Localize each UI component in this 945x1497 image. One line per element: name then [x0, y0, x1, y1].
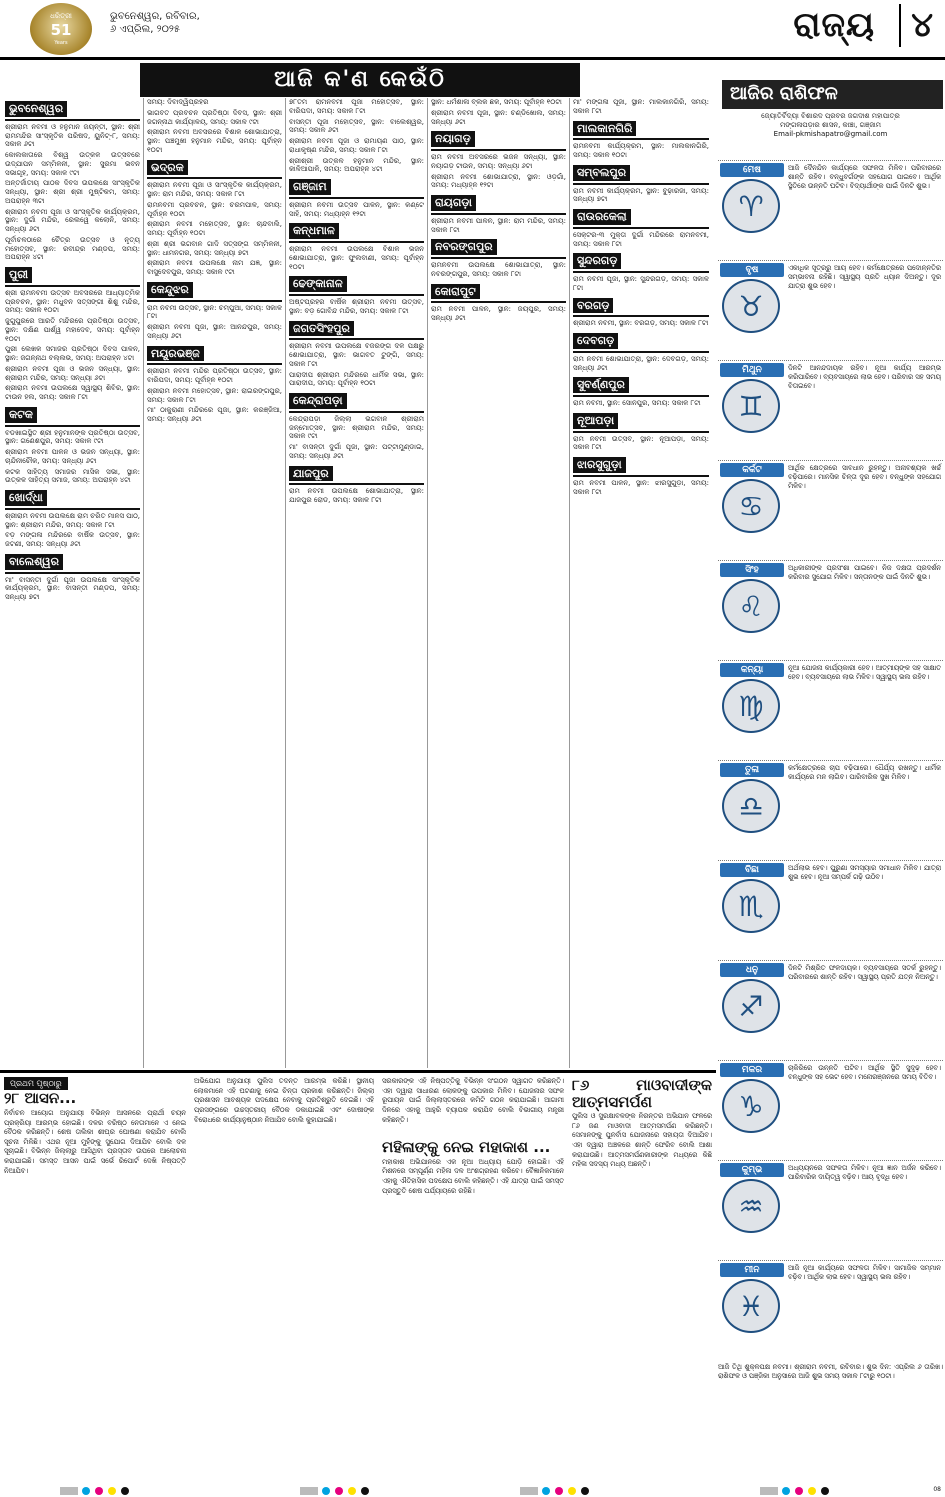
district-heading: ଦେବଗଡ଼: [573, 333, 618, 349]
registration-dot-black: [361, 1487, 369, 1495]
event-item: ମା' ଠାକୁରାଣୀ ମନ୍ଦିରରେ ପୂଜା, ସ୍ଥାନ: କରଞ୍ଜିଆ, ସମୟ: ସନ୍ଧ୍ୟା ୬ଟା: [147, 406, 282, 423]
sign-name-badge: କନ୍ୟା: [720, 663, 784, 677]
listing-column: [144, 98, 286, 1068]
listing-column: [570, 98, 712, 1068]
event-item: ଅନ୍ତର୍ଜାତୀୟ ପାଠକ ଦିବସ ଉପଲକ୍ଷେ ସାଂସ୍କୃତିକ ସନ୍ଧ୍ୟା, ସ୍ଥାନ: ଶ୍ରୀ ଶ୍ରୀ ମୁଷ୍ଟିକମ, ସମୟ: ଅପରାହ୍ନ ୩ଟା: [5, 179, 140, 205]
district-header-row: [289, 176, 424, 199]
registration-dot-black: [821, 1487, 829, 1495]
horoscope-column: [718, 80, 943, 1490]
sign-prediction: ଆଜି ନୂଆ କାର୍ଯ୍ୟରେ ସଫଳତା ମିଳିବ। ସାମାଜିକ ସମ୍ମାନ ବଢ଼ିବ। ଆର୍ଥିକ ଲାଭ ହେବ। ସ୍ୱାସ୍ଥ୍ୟ ଭଲ ରହିବ।: [788, 1264, 941, 1281]
district-heading: ପୁରୀ: [5, 267, 32, 283]
event-listings: [2, 98, 714, 1068]
zodiac-icon: ♉: [722, 279, 780, 333]
event-item: ସ୍ଥାନ: ଧର୍ମଶାଳା ବ୍ଲକ ଛକ, ସମୟ: ପୂର୍ବାହ୍ନ ୧୦ଟା: [431, 98, 562, 106]
event-item: ୭୮ତମ ରାମନବମୀ ପୂଜା ମହୋତ୍ସବ, ସ୍ଥାନ: ବାରିପଦା, ସମୟ: ସକାଳ ୮ଟା: [289, 98, 424, 115]
district-header-row: [289, 220, 424, 243]
sign-prediction: ଏକାଧିକ ସୂତ୍ରରୁ ଆୟ ହେବ। କର୍ମକ୍ଷେତ୍ରରେ ପଦୋନ୍ନତିର ସମ୍ଭାବନା ରହିଛି। ସ୍ୱାସ୍ଥ୍ୟ ପ୍ରତି ଧ୍ୟାନ ଦିଅନ୍ତୁ। ଦୂର ଯାତ୍ରା ଶୁଭ ହେବ।: [788, 264, 941, 290]
event-item: ଶ୍ରୀଶ୍ରୀ ଉତ୍କଳ ହନୁମାନ ମନ୍ଦିର, ସ୍ଥାନ: କାଳିଆପାଳି, ସମୟ: ଅପରାହ୍ନ ୪ଟା: [289, 156, 424, 174]
district-header-row: [573, 250, 709, 273]
horoscope-byline: [718, 112, 943, 139]
event-item: ପୂର୍ବାଚଳଠାରେ ଚୈତ୍ର ଉତ୍ସବ ଓ ନୃତ୍ୟ ମହୋତ୍ସବ, ସ୍ଥାନ: ରବୀନ୍ଦ୍ର ମଣ୍ଡପ, ସମୟ: ଅପରାହ୍ନ ୪ଟା: [5, 235, 140, 262]
news-story: [378, 1077, 568, 1477]
sign-name-badge: ଧନୁ: [720, 963, 784, 977]
district-header-row: [5, 98, 140, 121]
horoscope-sign: [718, 860, 943, 960]
event-item: ଶ୍ରୀରାମ ନବମୀ ପୂଜା, ସ୍ଥାନ: ଚଣ୍ଡିଖୋଲ, ସମୟ: ସନ୍ଧ୍ୟା ୬ଟା: [431, 108, 566, 126]
sign-prediction: ଅଧିକାରୀଙ୍କ ପ୍ରସଂଶା ପାଇବେ। ନିଜ ଦକ୍ଷତା ପ୍ରଦର୍ଶନ କରିବାର ସୁଯୋଗ ମିଳିବ। ସନ୍ତାନଙ୍କ ପାଇଁ ଦିନଟି ଶୁଭ।: [788, 564, 941, 581]
sign-prediction: ଦିନଟି ଆନନ୍ଦଦାୟକ ରହିବ। ନୂଆ କାର୍ଯ୍ୟ ଆରମ୍ଭ କରିପାରିବେ। ବ୍ୟବସାୟରେ ଲାଭ ହେବ। ପରିବାର ସହ ସମୟ ବିତାଇବେ।: [788, 364, 941, 390]
listing-column: [2, 98, 144, 1068]
logo-number: 51: [50, 20, 72, 39]
print-registration-bar: [0, 1484, 945, 1497]
horoscope-sign: [718, 560, 943, 660]
registration-dot-cyan: [82, 1487, 90, 1495]
bottom-stories: [0, 1070, 716, 1480]
sign-prediction: ଚାକିରିରେ ଉନ୍ନତି ଘଟିବ। ଆର୍ଥିକ ସ୍ଥିତି ସୁଦୃଢ଼ ହେବ। ବନ୍ଧୁଙ୍କ ସହ ଭେଟ ହେବ। ମନୋରଞ୍ଜନରେ ସମୟ ବିତିବ।: [788, 1064, 941, 1081]
horoscope-note: ଆଜି ତିଥି ଶୁକ୍ଳପକ୍ଷ ନବମୀ। ଶ୍ରୀରାମ ନବମୀ, ରବିବାର। ଶୁଭ ଦିନ: ଏପ୍ରିଲ ୬ ତାରିଖ। ରାଶିଫଳ ଓ ପଞ୍ଜିକା ଅନୁସାରେ ଆଜି ଶୁଭ ସମୟ ସକାଳ ୮ଟାରୁ ୧୦ଟା।: [718, 1363, 943, 1381]
event-item: ଶ୍ରୀ ଶ୍ରୀ ଭଗବାନ ଗାଦି ସତ୍ସଙ୍ଗ ସମ୍ମିଳନୀ, ସ୍ଥାନ: ଧାମନଗର, ସମୟ: ସନ୍ଧ୍ୟା ୭ଟା: [147, 239, 282, 257]
district-header-row: [289, 390, 424, 413]
news-story: [568, 1077, 716, 1477]
registration-dot-magenta: [95, 1487, 103, 1495]
event-item: ରାମ ନବମୀ କାର୍ଯ୍ୟକ୍ରମ, ସ୍ଥାନ: ବୁଢ଼ାରଜା, ସମୟ: ସନ୍ଧ୍ୟା ୭ଟା: [573, 186, 709, 204]
district-header-row: [573, 410, 709, 433]
event-item: ଶ୍ରୀରାମ ନବମୀ ଉପଲକ୍ଷେ ବିଶାଳ ଭଜନ ଶୋଭାଯାତ୍ରା, ସ୍ଥାନ: ଫୁଲବାଣୀ, ସମୟ: ପୂର୍ବାହ୍ନ ୧୦ଟା: [289, 245, 424, 271]
horoscope-email: Email-pkmishapatro@gmail.com: [773, 129, 888, 138]
district-header-row: [5, 264, 140, 287]
zodiac-icon: ♈: [722, 179, 780, 233]
district-heading: ନୂଆପଡ଼ା: [573, 413, 618, 429]
sign-prediction: ଆଜି ଦୈନନ୍ଦିନ କାର୍ଯ୍ୟରେ ସଫଳତା ମିଳିବ। ପରିବାରରେ ଶାନ୍ତି ରହିବ। ବନ୍ଧୁବର୍ଗଙ୍କ ସହଯୋଗ ପାଇବେ। ଆର୍ଥିକ ସ୍ଥିତିରେ ଉନ୍ନତି ଘଟିବ। ବିଦ୍ୟାର୍ଥୀଙ୍କ ପାଇଁ ଦିନଟି ଶୁଭ।: [788, 164, 941, 190]
event-item: ମା' ବାସନ୍ତୀ ଦୁର୍ଗା ପୂଜା, ସ୍ଥାନ: ପଟ୍ଟାମୁଣ୍ଡାଇ, ସମୟ: ସନ୍ଧ୍ୟା ୬ଟା: [289, 443, 424, 460]
zodiac-icon: ♓: [722, 1279, 780, 1333]
event-item: ବାସନ୍ତୀ ପୂଜା ମହୋତ୍ସବ, ସ୍ଥାନ: ବାଲେଶ୍ୱର, ସମୟ: ସକାଳ ୬ଟା: [289, 117, 424, 135]
district-heading: ବରଗଡ଼: [573, 298, 613, 314]
sign-name-badge: ତୁଳା: [720, 763, 784, 777]
district-heading: ଢେଙ୍କାନାଳ: [289, 276, 347, 292]
zodiac-icon: ♏: [722, 879, 780, 933]
sign-prediction: ଦିନଟି ମିଶ୍ରିତ ଫଳଦାୟକ। ବ୍ୟବସାୟରେ ସତର୍କ ରୁହନ୍ତୁ। ପରିବାରରେ ଶାନ୍ତି ରହିବ। ସ୍ୱାସ୍ଥ୍ୟ ପ୍ରତି ଯତ୍ନ ନିଅନ୍ତୁ।: [788, 964, 941, 981]
event-item: କୋଲକାତାରେ ବିଶ୍ୱ ଉତ୍କଳ ଉତ୍ସବରେ ଉଦ୍‌ଯାପନ ସମ୍ମିଳନୀ, ସ୍ଥାନ: ସୁରମା ଭବନ ସଭାଗୃହ, ସମୟ: ସକାଳ ୯ଟା: [5, 151, 140, 177]
event-item: ଜୁଗୁପୁରରେ ଆରତି ମନ୍ଦିରରେ ପ୍ରତିଷ୍ଠା ଉତ୍ସବ, ସ୍ଥାନ: ଦକ୍ଷିଣ ପାର୍ଶ୍ୱ ମହାଦେବ, ସମୟ: ପୂର୍ବାହ୍ନ ୧୦ଟା: [5, 317, 140, 343]
sign-name-badge: ମକର: [720, 1063, 784, 1077]
event-item: ଶ୍ରୀରାମ ନବମୀ ପୂଜା ଓ ରାମାୟଣ ପାଠ, ସ୍ଥାନ: ରାଧାକୃଷ୍ଣ ମନ୍ଦିର, ସମୟ: ସକାଳ ୮ଟା: [289, 137, 424, 154]
district-heading: ମୟୂରଭଞ୍ଜ: [147, 346, 204, 362]
sign-prediction: ନୂଆ ଯୋଜନା କାର୍ଯ୍ୟକାରୀ ହେବ। ଆତ୍ମୀୟଙ୍କ ସହ ସାକ୍ଷାତ ହେବ। ବ୍ୟବସାୟରେ ଲାଭ ମିଳିବ। ସ୍ୱାସ୍ଥ୍ୟ ଭଲ ରହିବ।: [788, 664, 941, 681]
horoscope-sign: [718, 760, 943, 860]
event-item: ଶ୍ରୀରାମ ନବମୀ ଉପଲକ୍ଷେ ବଜରଙ୍ଗ ଦଳ ପକ୍ଷରୁ ଶୋଭାଯାତ୍ରା, ସ୍ଥାନ: ଭାଗବତ ଟୁଙ୍ଗି, ସମୟ: ସକାଳ ୮ଟା: [289, 342, 424, 368]
event-item: ଶ୍ରୀରାମ ନବମୀ ଉତ୍ସବ ପାଳନ, ସ୍ଥାନ: କଣ୍ଟେ ସାହି, ସମୟ: ମଧ୍ୟାହ୍ନ ୧୨ଟା: [289, 200, 424, 218]
district-heading: କଟକ: [5, 407, 37, 423]
story-body: ନିର୍ବାଚନ ଆୟୋଗ ଅନୁଯାୟୀ ବିଭିନ୍ନ ଆସନରେ ପ୍ରାର୍ଥୀ ଚୟନ ପ୍ରକ୍ରିୟା ଆରମ୍ଭ ହୋଇଛି। ଦଳର ବରିଷ୍ଠ ନେତାମାନେ ଏ ନେଇ ବୈଠକ କରିଛନ୍ତି। ଶେଷ ତାଲିକା ଶୀଘ୍ର ଘୋଷଣା କରାଯିବ ବୋଲି ସୂଚନା ମିଳିଛି। ଏଥର ନୂଆ ମୁହଁଙ୍କୁ ସୁଯୋଗ ଦିଆଯିବ ବୋଲି ଦଳ ସୂଚାଇଛି। ବିଭିନ୍ନ ଜିଲ୍ଲାରୁ ଆସିଥିବା ପ୍ରସ୍ତାବ ଉପରେ ଆଲୋଚନା କରାଯାଇଛି। ସମସ୍ତ ଆସନ ପାଇଁ ସର୍ଭେ ରିପୋର୍ଟ ଦେଖି ନିଷ୍ପତ୍ତି ନିଆଯିବ।: [4, 1108, 186, 1175]
district-heading: ନବରଙ୍ଗପୁର: [431, 239, 497, 255]
sign-prediction: ଅର୍ଥଲାଭ ହେବ। ପୁରୁଣା ସମସ୍ୟାର ସମାଧାନ ମିଳିବ। ଯାତ୍ରା ଶୁଭ ହେବ। ନୂଆ ସମ୍ପର୍କ ଗଢ଼ି ଉଠିବ।: [788, 864, 941, 881]
event-item: ଶ୍ରୀରାମ ନବମୀ ମହୋତ୍ସବ, ସ୍ଥାନ: ଚାନ୍ଦବାଲି, ସମୟ: ପୂର୍ବାହ୍ନ ୧୦ଟା: [147, 220, 282, 237]
registration-mark-group: [300, 1487, 370, 1495]
registration-dot-yellow: [348, 1487, 356, 1495]
listings-banner: ଆଜି କ'ଣ କେଉଁଠି: [140, 63, 580, 97]
event-item: ପୁରୀ ଲେଖକ ସମାଜର ପ୍ରତିଷ୍ଠା ଦିବସ ପାଳନ, ସ୍ଥାନ: ଜଗନ୍ନାଥ ବଲ୍ଲଭ, ସମୟ: ଅପରାହ୍ନ ୪ଟା: [5, 345, 140, 362]
district-header-row: [573, 118, 709, 141]
district-heading: ଖୋର୍ଦ୍ଧା: [5, 490, 47, 506]
district-heading: ଭଦ୍ରକ: [147, 160, 188, 176]
district-header-row: [573, 374, 709, 397]
event-item: ରାମ ନବମୀ ଅବସରରେ ଭଜନ ସନ୍ଧ୍ୟା, ସ୍ଥାନ: ନୟାଗଡ଼ ଟାଉନ, ସମୟ: ସନ୍ଧ୍ୟା ୬ଟା: [431, 153, 566, 170]
district-header-row: [5, 551, 140, 574]
district-header-row: [147, 343, 282, 366]
grey-swatch: [520, 1487, 538, 1495]
dateline: [110, 10, 200, 36]
masthead: [0, 0, 945, 60]
sign-name-badge: ବୃଷ: [720, 263, 784, 277]
registration-dot-yellow: [108, 1487, 116, 1495]
district-header-row: [147, 279, 282, 302]
grey-swatch: [60, 1487, 78, 1495]
event-item: ରାମ ନବମୀ ପୂଜା, ସ୍ଥାନ: ସୁନ୍ଦରଗଡ଼, ସମୟ: ସକାଳ ୮ଟା: [573, 275, 709, 292]
district-header-row: [289, 463, 424, 486]
sign-prediction: ଆର୍ଥିକ କ୍ଷେତ୍ରରେ ସାବଧାନ ରୁହନ୍ତୁ। ଅନାବଶ୍ୟକ ଖର୍ଚ୍ଚ ବଢ଼ିପାରେ। ମାନସିକ ଚିନ୍ତା ଦୂର ହେବ। ବନ୍ଧୁଙ୍କ ସହଯୋଗ ମିଳିବ।: [788, 464, 941, 490]
district-heading: କେନ୍ଦ୍ରାପଡ଼ା: [289, 393, 347, 409]
event-item: କେନ୍ଦ୍ରାପଡ଼ା ଜିଲ୍ଲା ଭଗବାନ ଶ୍ରୀରାମ ଜନ୍ମୋତ୍ସବ, ସ୍ଥାନ: ଶ୍ରୀରାମ ମନ୍ଦିର, ସମୟ: ସକାଳ ୯ଟା: [289, 414, 424, 441]
horoscope-sign: [718, 660, 943, 760]
zodiac-icon: ♒: [722, 1179, 780, 1233]
event-item: କଟକ ସାହିତ୍ୟ ସମାଜର ମାସିକ ସଭା, ସ୍ଥାନ: ଉତ୍କଳ ସାହିତ୍ୟ ସମାଜ, ସମୟ: ଅପରାହ୍ନ ୪ଟା: [5, 467, 140, 485]
story-body: ସରକାରଙ୍କ ଏହି ନିଷ୍ପତ୍ତିକୁ ବିଭିନ୍ନ ସଂଗଠନ ସ୍ୱାଗତ କରିଛନ୍ତି। ଏହା ଦ୍ୱାରା ସାଧାରଣ ଲୋକଙ୍କୁ ଉପକାର ମିଳିବ। ଯୋଜନାର ସଫଳ ରୂପାୟନ ପାଇଁ ଜିଲ୍ଲାସ୍ତରରେ କମିଟି ଗଠନ କରାଯାଇଛି। ଆଗାମୀ ଦିନରେ ଏହାକୁ ଆହୁରି ବ୍ୟାପକ କରାଯିବ ବୋଲି ବିଭାଗୀୟ ମନ୍ତ୍ରୀ କହିଛନ୍ତି।: [382, 1077, 564, 1124]
event-item: ମା' ମଙ୍ଗଳା ପୂଜା, ସ୍ଥାନ: ମାଲକାନଗିରି, ସମୟ: ସକାଳ ୮ଟା: [573, 98, 709, 115]
registration-mark-group: [520, 1487, 590, 1495]
story-headline: ମହିଳାଙ୍କୁ ନେଇ ମହାକାଶ ...: [382, 1138, 551, 1157]
event-item: ଶ୍ରୀରାମ ନବମୀ, ସ୍ଥାନ: ବରଗଡ଼, ସମୟ: ସକାଳ ୮ଟା: [573, 319, 709, 328]
print-page-label: 08: [933, 1486, 941, 1493]
event-item: ଶ୍ରୀରାମ ନବମୀ ଶୋଭାଯାତ୍ରା, ସ୍ଥାନ: ଓଡ଼ଗାଁ, ସମୟ: ମଧ୍ୟାହ୍ନ ୧୨ଟା: [431, 172, 566, 190]
story-kicker: ପ୍ରଥମ ପୃଷ୍ଠାରୁ: [4, 1077, 68, 1090]
story-body: ପୁଲିସ ଓ ସୁରକ୍ଷାବଳଙ୍କ ନିରନ୍ତର ଅଭିଯାନ ଫଳରେ ୮୬ ଜଣ ମାଓବାଦୀ ଆତ୍ମସମର୍ପଣ କରିଛନ୍ତି। ସେମାନଙ୍କୁ ପୁନର୍ବାସ ଯୋଜନାରେ ସହାୟତା ଦିଆଯିବ। ଏହା ଦ୍ୱାରା ଅଞ୍ଚଳରେ ଶାନ୍ତି ଫେରିବ ବୋଲି ଆଶା କରାଯାଉଛି। ଆତ୍ମସମର୍ପଣକାରୀଙ୍କ ମଧ୍ୟରେ କିଛି ମହିଳା ସଦସ୍ୟ ମଧ୍ୟ ଅଛନ୍ତି।: [572, 1112, 712, 1169]
event-item: ରାମ ନବମୀ ପାଳନ, ସ୍ଥାନ: ଜୟପୁର, ସମୟ: ସନ୍ଧ୍ୟା ୬ଟା: [431, 305, 566, 322]
news-story: [0, 1077, 190, 1477]
sign-prediction: କର୍ମକ୍ଷେତ୍ରରେ ଚାପ ବଢ଼ିପାରେ। ଧୈର୍ଯ୍ୟ ରଖନ୍ତୁ। ଧାର୍ମିକ କାର୍ଯ୍ୟରେ ମନ ଲାଗିବ। ପାରିବାରିକ ସୁଖ ମିଳିବ।: [788, 764, 941, 781]
district-header-row: [289, 273, 424, 296]
registration-dot-black: [121, 1487, 129, 1495]
district-heading: ସୁନ୍ଦରଗଡ଼: [573, 253, 621, 269]
horoscope-sign: [718, 360, 943, 460]
district-heading: ଗଞ୍ଜାମ: [289, 179, 331, 195]
district-header-row: [289, 318, 424, 341]
district-heading: ଭୁବନେଶ୍ୱର: [5, 101, 67, 117]
section-title: ରାଜ୍ୟ: [793, 5, 875, 45]
listing-column: [286, 98, 428, 1068]
district-header-row: [5, 404, 140, 427]
news-story: [190, 1077, 378, 1477]
sign-name-badge: ମେଷ: [720, 163, 784, 177]
registration-dot-yellow: [568, 1487, 576, 1495]
event-item: ଶ୍ରୀରାମ ନବମୀ ମହୋତ୍ସବ, ସ୍ଥାନ: ରାଇରଙ୍ଗପୁର, ସମୟ: ସକାଳ ୮ଟା: [147, 386, 282, 404]
horoscope-place: ମଙ୍ଗଳାପଡ଼ାର ଶାସନ, କାଞ୍ଚା, ଗଞ୍ଜାମ: [780, 120, 881, 129]
horoscope-title: ଆଜିର ରାଶିଫଳ: [722, 80, 943, 109]
event-item: ଶ୍ରୀରାମ ନବମୀ ପାଳନ ଓ ଭଜନ ସନ୍ଧ୍ୟା, ସ୍ଥାନ: ଚାନ୍ଦିନୀଚୌକ, ସମୟ: ସନ୍ଧ୍ୟା ୬ଟା: [5, 448, 140, 465]
district-header-row: [431, 128, 566, 151]
story-headline: ୮୬ ମାଓବାଦୀଙ୍କ ଆତ୍ମସମର୍ପଣ: [572, 1077, 712, 1111]
grey-swatch: [300, 1487, 318, 1495]
event-item: ବଡଖାଇସ୍ଥିତ ଶ୍ରୀ ହନୁମାନଙ୍କ ପ୍ରତିଷ୍ଠା ଉତ୍ସବ, ସ୍ଥାନ: ଗଣେଶପୁର, ସମୟ: ସକାଳ ୯ଟା: [5, 428, 140, 446]
event-item: ଶ୍ରୀରାମ ନବମୀ ପୂଜା ଓ ଭଜନ ସନ୍ଧ୍ୟା, ସ୍ଥାନ: ଶ୍ରୀରାମ ମନ୍ଦିର, ସମୟ: ସନ୍ଧ୍ୟା ୬ଟା: [5, 364, 140, 382]
district-header-row: [573, 330, 709, 353]
dateline-date: ୬ ଏପ୍ରିଲ, ୨୦୨୫: [110, 24, 181, 35]
horoscope-author: ଜ୍ୟୋତିର୍ବିଦ୍ୟା ବିଶାରଦ ପ୍ରବର ଜଗଦୀଶ ମହାପାତ୍ର: [761, 111, 900, 120]
district-header-row: [573, 206, 709, 229]
registration-dot-magenta: [795, 1487, 803, 1495]
listing-column: [428, 98, 570, 1068]
event-item: ରାମନବମୀ ପ୍ରବଚନ, ସ୍ଥାନ: ଚରମପାଳ, ସମୟ: ପୂର୍ବାହ୍ନ ୧୦ଟା: [147, 200, 282, 218]
story-headline: ୨୮ ଆସନ...: [4, 1089, 77, 1108]
district-header-row: [431, 192, 566, 215]
event-item: ଶ୍ରୀରାମ ନବମୀ ଉପଲକ୍ଷେ ସ୍ୱାସ୍ଥ୍ୟ ଶିବିର, ସ୍ଥାନ: ଟାଉନ ହଲ, ସମୟ: ସକାଳ ୮ଟା: [5, 384, 140, 401]
page-number: ୪: [899, 4, 933, 47]
district-header-row: [431, 236, 566, 259]
event-item: ଶ୍ରୀରାମ ନବମୀ ଓ ହନୁମାନ ଜୟନ୍ତୀ, ସ୍ଥାନ: ଶ୍ରୀ ରାମମନ୍ଦିର ସାଂସ୍କୃତିକ ପରିଷଦ, ୟୁନିଟ୍-୮, ସମୟ: ସକାଳ ୬ଟା: [5, 122, 140, 149]
horoscope-sign: [718, 1260, 943, 1360]
registration-dot-magenta: [555, 1487, 563, 1495]
district-header-row: [573, 295, 709, 318]
sign-name-badge: ମିଥୁନ: [720, 363, 784, 377]
district-heading: କେନ୍ଦୁଝର: [147, 282, 193, 298]
event-item: ସମୟ: ଦିବାଦ୍ୱିପ୍ରହର: [147, 98, 209, 106]
sign-name-badge: ବିଛା: [720, 863, 784, 877]
event-item: ଶ୍ରୀରାମ ନବମୀ ପୂଜା ଓ ସାଂସ୍କୃତିକ କାର୍ଯ୍ୟକ୍ରମ, ସ୍ଥାନ: ରାମ ମନ୍ଦିର, ସମୟ: ସକାଳ ୮ଟା: [147, 181, 282, 198]
horoscope-sign: [718, 460, 943, 560]
registration-dot-black: [581, 1487, 589, 1495]
district-heading: ସମ୍ବଲପୁର: [573, 165, 630, 181]
district-heading: ରାଉରକେଲା: [573, 209, 631, 225]
district-heading: ରାୟଗଡ଼ା: [431, 195, 476, 211]
event-item: ଶ୍ରୀରାମ ନବମୀ ଅବସରରେ ବିଶାଳ ଶୋଭାଯାତ୍ରା, ସ୍ଥାନ: ପଞ୍ଚମୁଖୀ ହନୁମାନ ମନ୍ଦିର, ସମୟ: ପୂର୍ବାହ୍ନ ୧୦ଟା: [147, 128, 282, 154]
district-heading: ସୁବର୍ଣ୍ଣପୁର: [573, 377, 629, 393]
event-item: ଶ୍ରୀରାମ ନବମୀ ଉପଲକ୍ଷେ ରାମ ଚରିତ ମାନସ ପାଠ, ସ୍ଥାନ: ଶ୍ରୀରାମ ମନ୍ଦିର, ସମୟ: ସକାଳ ୮ଟା: [5, 511, 140, 529]
district-header-row: [431, 281, 566, 304]
horoscope-sign: [718, 1160, 943, 1260]
district-header-row: [147, 157, 282, 180]
registration-dot-magenta: [335, 1487, 343, 1495]
event-item: ଶ୍ରୀ ରାମନବମୀ ଉତ୍ସବ ଅବସରରେ ଆଧ୍ୟାତ୍ମିକ ପ୍ରବଚନ, ସ୍ଥାନ: ମଧୁବନ ସତ୍ସଙ୍ଗୀ ଶିଶୁ ମନ୍ଦିର, ସମୟ: ସକାଳ ୧୦ଟା: [5, 288, 140, 315]
event-item: ରାମ ନବମୀ ଉତ୍ସବ, ସ୍ଥାନ: ନୂଆପଡ଼ା, ସମୟ: ସକାଳ ୮ଟା: [573, 434, 709, 452]
event-item: ରାମନବମୀ ଉପଲକ୍ଷେ ଶୋଭାଯାତ୍ରା, ସ୍ଥାନ: ନବରଙ୍ଗପୁର, ସମୟ: ସକାଳ ୮ଟା: [431, 261, 566, 278]
dateline-place: ଭୁବନେଶ୍ୱର, ରବିବାର,: [110, 11, 200, 22]
logo-line1: ଧରିତ୍ରୀ: [50, 12, 72, 21]
event-item: ରାମ ନବମୀ, ସ୍ଥାନ: ସୋନପୁର, ସମୟ: ସକାଳ ୮ଟା: [573, 399, 701, 407]
registration-mark-group: [60, 1487, 130, 1495]
district-header-row: [573, 454, 709, 477]
event-item: ମା' ବାସନ୍ତୀ ଦୁର୍ଗା ପୂଜା ଉପଲକ୍ଷେ ସାଂସ୍କୃତିକ କାର୍ଯ୍ୟକ୍ରମ, ସ୍ଥାନ: ବାସନ୍ତୀ ମଣ୍ଡପ, ସମୟ: ସନ୍ଧ୍ୟା ୭ଟା: [5, 575, 140, 601]
district-heading: ଝାରସୁଗୁଡ଼ା: [573, 457, 626, 473]
zodiac-icon: ♊: [722, 379, 780, 433]
event-item: ଅଷ୍ଟପ୍ରହର ବାର୍ଷିକ ଶ୍ରୀରାମ ନବମୀ ଉତ୍ସବ, ସ୍ଥାନ: ବଡ଼ ଗୋବିନ୍ଦ ମନ୍ଦିର, ସମୟ: ସକାଳ ୮ଟା: [289, 298, 424, 315]
event-item: ରାମ ନବମୀ ଉପଲକ୍ଷେ ଶୋଭାଯାତ୍ରା, ସ୍ଥାନ: ଯାଜପୁର ରୋଡ, ସମୟ: ସକାଳ ୮ଟା: [289, 487, 424, 504]
event-item: ସେକ୍ଟର-୩ ମୁକ୍ତା ଦୁର୍ଗା ମନ୍ଦିରରେ ରାମନବମୀ, ସମୟ: ସକାଳ ୮ଟା: [573, 230, 709, 248]
event-item: ରାମ ନବମୀ ପାଳନ, ସ୍ଥାନ: ଝାରସୁଗୁଡ଼ା, ସମୟ: ସକାଳ ୮ଟା: [573, 478, 709, 496]
event-item: ଶ୍ରୀରାମ ନବମୀ ପୂଜା ଓ ସାଂସ୍କୃତିକ କାର୍ଯ୍ୟକ୍ରମ, ସ୍ଥାନ: ଦୁର୍ଗା ମନ୍ଦିର, ରେଲୱେ କଲୋନି, ସମୟ: ସନ୍ଧ୍ୟା ୬ଟା: [5, 207, 140, 233]
registration-dot-cyan: [542, 1487, 550, 1495]
event-item: ଶ୍ରୀରାମ ନବମୀ ପୂଜା, ସ୍ଥାନ: ଆନନ୍ଦପୁର, ସମୟ: ସନ୍ଧ୍ୟା ୬ଟା: [147, 323, 282, 340]
story-body: ଅଭିଯୋଗ ଅନୁଯାୟୀ ପୁଲିସ ତଦନ୍ତ ଆରମ୍ଭ କରିଛି। ସ୍ଥାନୀୟ ଲୋକମାନେ ଏହି ଘଟଣାକୁ ନେଇ ଚିନ୍ତା ପ୍ରକାଶ କରିଛନ୍ତି। ଜିଲ୍ଲା ପ୍ରଶାସନ ଆବଶ୍ୟକ ପଦକ୍ଷେପ ନେବାକୁ ପ୍ରତିଶ୍ରୁତି ଦେଇଛି। ଏହି ପ୍ରସଙ୍ଗରେ ଉଚ୍ଚସ୍ତରୀୟ ବୈଠକ ଡକାଯାଇଛି ଏବଂ ଦୋଷୀଙ୍କ ବିରୋଧରେ କାର୍ଯ୍ୟାନୁଷ୍ଠାନ ନିଆଯିବ ବୋଲି କୁହାଯାଇଛି।: [194, 1077, 374, 1124]
sign-prediction: ଅଧ୍ୟୟନରେ ସଫଳତା ମିଳିବ। ନୂଆ ଜ୍ଞାନ ଅର୍ଜନ କରିବେ। ପାରିବାରିକ ଦାୟିତ୍ୱ ବଢ଼ିବ। ଆୟ ବୃଦ୍ଧି ହେବ।: [788, 1164, 941, 1181]
grey-swatch: [760, 1487, 778, 1495]
district-header-row: [573, 162, 709, 185]
zodiac-icon: ♍: [722, 679, 780, 733]
event-item: ବଡ଼ ମଙ୍ଗଳା ମନ୍ଦିରରେ ବାର୍ଷିକ ଉତ୍ସବ, ସ୍ଥାନ: ଜଟଣୀ, ସମୟ: ସନ୍ଧ୍ୟା ୬ଟା: [5, 531, 140, 548]
registration-dot-yellow: [808, 1487, 816, 1495]
zodiac-icon: ♎: [722, 779, 780, 833]
event-item: ରାମ ନବମୀ ଉତ୍ସବ, ସ୍ଥାନ: ଚମ୍ପୁଆ, ସମୟ: ସକାଳ ୮ଟା: [147, 303, 282, 321]
zodiac-icon: ♌: [722, 579, 780, 633]
district-heading: କନ୍ଧମାଳ: [289, 223, 339, 239]
zodiac-icon: ♐: [722, 979, 780, 1033]
newspaper-logo: [30, 3, 92, 55]
district-heading: କୋରାପୁଟ: [431, 284, 480, 300]
district-heading: ଜଗତସିଂହପୁର: [289, 321, 354, 337]
logo-line3: Years: [54, 39, 68, 46]
event-item: ଶ୍ରୀରାମ ନବମୀ ପାଳନ, ସ୍ଥାନ: ରାମ ମନ୍ଦିର, ସମୟ: ସକାଳ ୮ଟା: [431, 216, 566, 234]
sign-name-badge: କର୍କଟ: [720, 463, 784, 477]
event-item: ରାମ ନବମୀ ଶୋଭାଯାତ୍ରା, ସ୍ଥାନ: ଦେବଗଡ଼, ସମୟ: ସନ୍ଧ୍ୟା ୬ଟା: [573, 354, 709, 372]
horoscope-sign: [718, 960, 943, 1060]
event-item: ଭାଗବତ ପ୍ରବଚନ ପ୍ରତିଷ୍ଠା ଦିବସ, ସ୍ଥାନ: ଶ୍ରୀ ଜଗନ୍ନାଥ କାର୍ଯ୍ୟାଳୟ, ସମୟ: ସକାଳ ୯ଟା: [147, 108, 282, 126]
district-heading: ବାଲେଶ୍ୱର: [5, 554, 63, 570]
event-item: ରାମନବମୀ କାର୍ଯ୍ୟକ୍ରମ, ସ୍ଥାନ: ମାଲକାନଗିରି, ସମୟ: ସକାଳ ୧୦ଟା: [573, 142, 709, 159]
event-item: ପାରାଦୀପ ଶ୍ରୀରାମ ମନ୍ଦିରରେ ଧାର୍ମିକ ସଭା, ସ୍ଥାନ: ପାରାଦୀପ, ସମୟ: ପୂର୍ବାହ୍ନ ୧୦ଟା: [289, 370, 424, 388]
story-body: ମହାକାଶ ଅଭିଯାନରେ ଏକ ନୂଆ ଅଧ୍ୟାୟ ଯୋଡ଼ି ହୋଇଛି। ଏହି ମିଶନରେ ସମ୍ପୂର୍ଣ୍ଣ ମହିଳା ଦଳ ଅଂଶଗ୍ରହଣ କରିବେ। ବୈଜ୍ଞାନିକମାନେ ଏହାକୁ ଐତିହାସିକ ପଦକ୍ଷେପ ବୋଲି କହିଛନ୍ତି। ଏହି ଯାତ୍ରା ପାଇଁ ସମସ୍ତ ପ୍ରସ୍ତୁତି ଶେଷ ପର୍ଯ୍ୟାୟରେ ରହିଛି।: [382, 1157, 564, 1195]
district-heading: ଯାଜପୁର: [289, 466, 333, 482]
district-heading: ମାଲକାନଗିରି: [573, 121, 636, 137]
registration-dot-cyan: [782, 1487, 790, 1495]
sign-name-badge: କୁମ୍ଭ: [720, 1163, 784, 1177]
sign-name-badge: ସିଂହ: [720, 563, 784, 577]
district-header-row: [5, 487, 140, 510]
registration-dot-cyan: [322, 1487, 330, 1495]
zodiac-icon: ♋: [722, 479, 780, 533]
registration-mark-group: [760, 1487, 830, 1495]
district-heading: ନୟାଗଡ଼: [431, 131, 475, 147]
zodiac-icon: ♑: [722, 1079, 780, 1133]
horoscope-sign: [718, 160, 943, 260]
event-item: ଶ୍ରୀରାମ ନବମୀ ମନ୍ଦିର ପ୍ରତିଷ୍ଠା ଉତ୍ସବ, ସ୍ଥାନ: ବାରିପଦା, ସମୟ: ପୂର୍ବାହ୍ନ ୧୦ଟା: [147, 367, 282, 384]
horoscope-sign: [718, 260, 943, 360]
horoscope-sign: [718, 1060, 943, 1160]
event-item: ଶ୍ରୀରାମ ନବମୀ ଉପଲକ୍ଷେ ନାମ ଯଜ୍ଞ, ସ୍ଥାନ: ବାସୁଦେବପୁର, ସମୟ: ସକାଳ ୯ଟା: [147, 259, 282, 276]
sign-name-badge: ମୀନ: [720, 1263, 784, 1277]
